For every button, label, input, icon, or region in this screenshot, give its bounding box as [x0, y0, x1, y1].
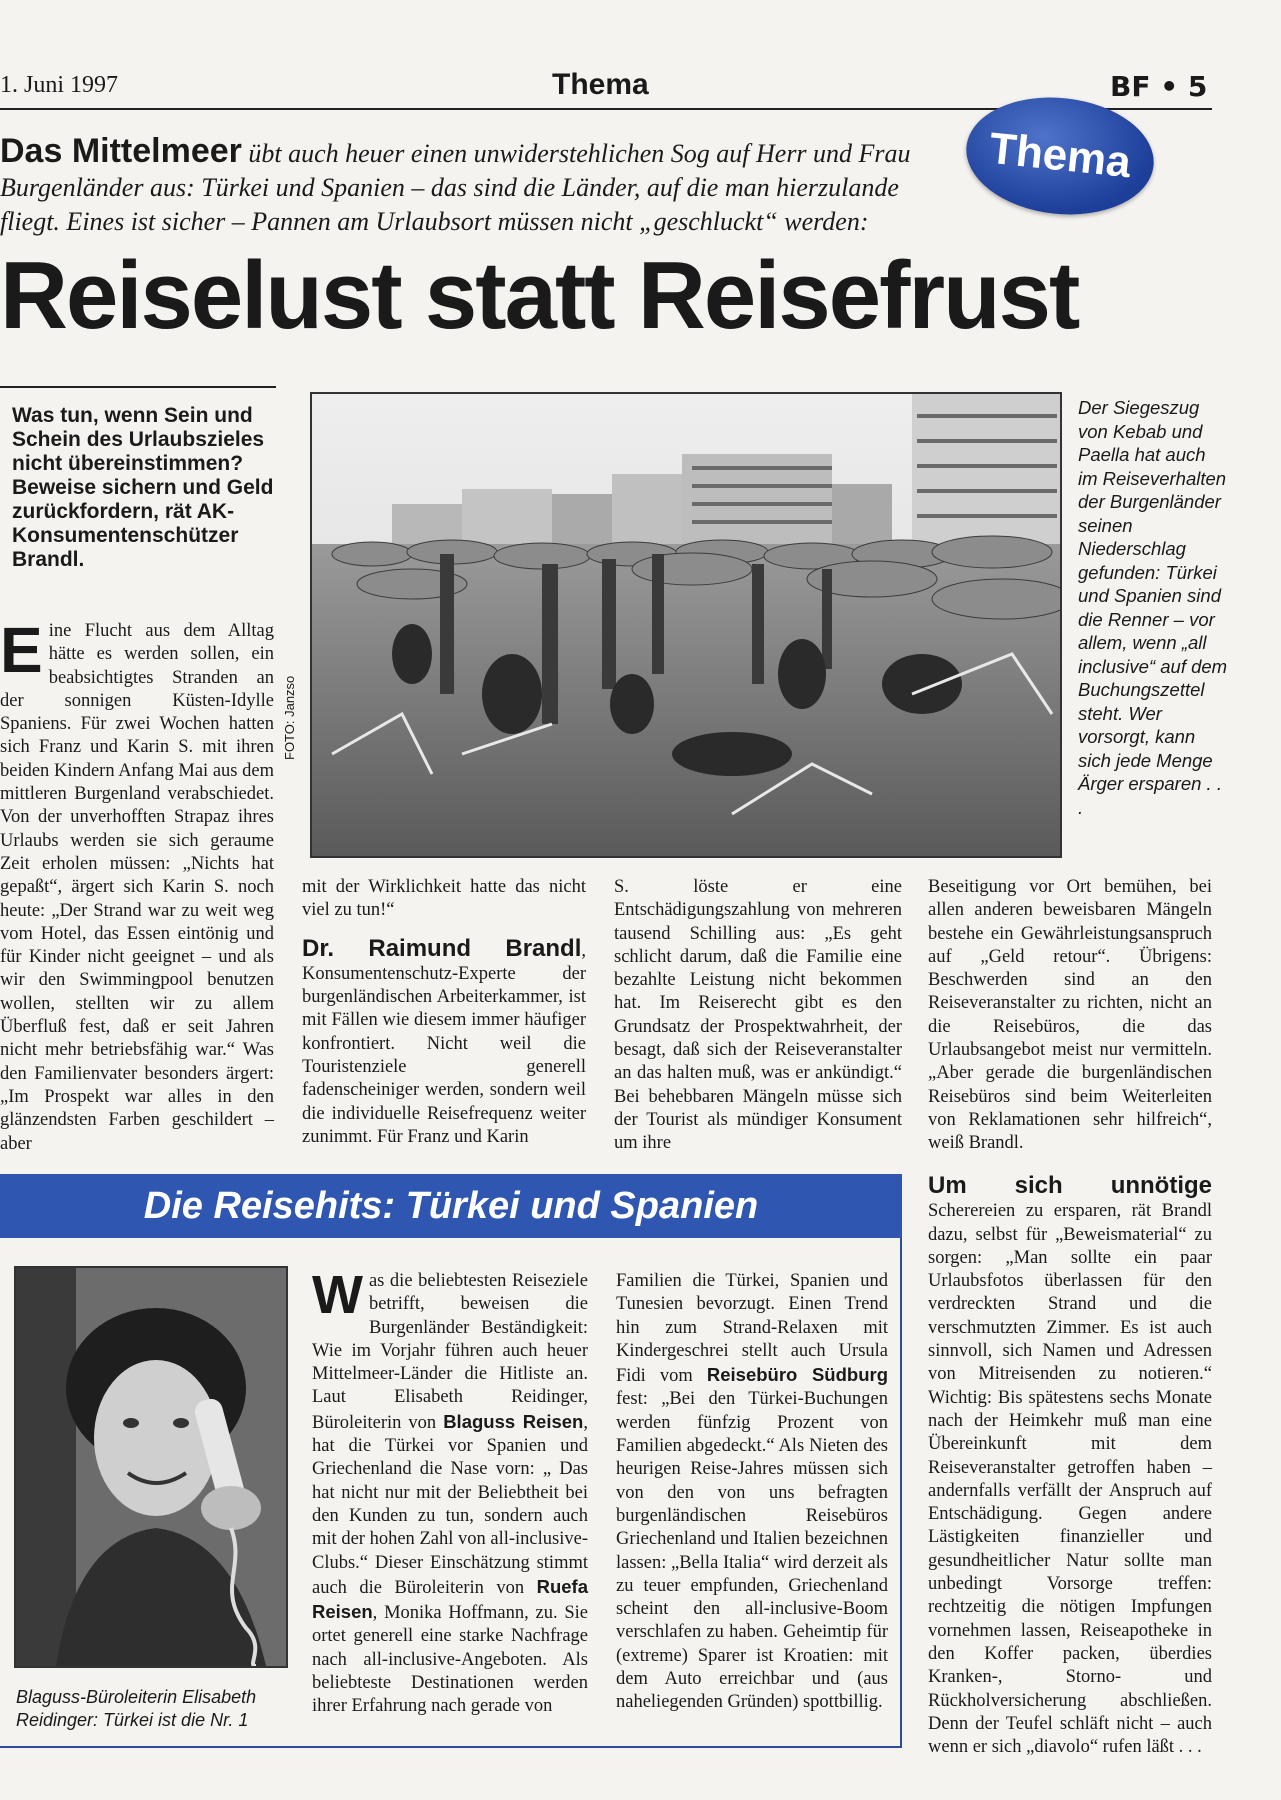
intro-text: übt auch heuer einen unwiderstehlichen Sog auf Herr und Frau Burgenländer aus: Türkei und Spanien – das sind die Länder, auf die man hierzulande fliegt. Eines ist sicher – Pannen am Urlaubsort müssen nicht „geschluckt“ werden:	[0, 139, 911, 236]
article-column-4b	[928, 1174, 1212, 1759]
headline-rule	[0, 386, 276, 388]
page-number: BF • 5	[1110, 70, 1208, 103]
article-paragraph: , Konsumentenschutz-Experte der burgenländischen Arbeiterkammer, ist mit Fällen wie diesem immer häufiger konfrontiert. Nicht weil die Touristenziele generell fadenscheiniger werden, sondern weil die individuelle Reisefrequenz weiter zunimmt. Für Franz und Karin	[302, 940, 586, 1147]
section-title: Thema	[552, 68, 649, 101]
box-title: Die Reisehits: Türkei und Spanien	[0, 1174, 902, 1238]
headline: Reiselust statt Reisefrust	[0, 242, 1079, 349]
box-column-1	[312, 1265, 588, 1719]
article-paragraph: ine Flucht aus dem Alltag hätte es werden sollen, ein beabsichtigtes Stranden an der sonnigen Küsten-Idylle Spaniens. Für zwei Wochen hatten sich Franz und Karin S. mit ihren beiden Kindern Anfang Mai aus dem mittleren Burgenland verabschiedet. Von der unverhofften Strapaz ihres Urlaubs werden sie sich geraume Zeit erholen müssen: „Nichts hat gepaßt“, ärgert sich Karin S. noch heute: „Der Strand war zu weit weg vom Hotel, das Essen eintönig und für Kinder nicht geeignet – und als wir den Swimmingpool benutzen wollen, stellten wir zu allem Überfluß fest, daß er seit Jahren nicht mehr betriebsfähig war.“ Was den Familienvater besonders ärgert: „Im Prospekt war alles in den glänzendsten Farben geschildert – aber	[0, 621, 274, 1154]
agency-name: Ruefa Reisen	[312, 1575, 588, 1623]
issue-date: 1. Juni 1997	[0, 72, 119, 98]
photo-credit: FOTO: Janzso	[282, 675, 297, 760]
article-column-3	[614, 876, 902, 1156]
portrait-photo	[14, 1266, 288, 1668]
article-column-4	[928, 876, 1212, 1156]
agency-name: Blaguss Reisen	[443, 1410, 584, 1432]
article-paragraph: mit der Wirklichkeit hatte das nicht viel zu tun!“	[302, 877, 586, 921]
article-paragraph: Beseitigung vor Ort bemühen, bei allen anderen beweisbaren Mängeln bestehe ein Gewährleistungsanspruch auf „Geld retour“. Übrigens: Beschwerden sind an den Reiseveranstalter zu richten, nicht an die Reisebüros, die das Urlaubsangebot meist nur vermitteln. „Aber gerade die burgenländischen Reisebüros sind beim Weiterleiten von Reklamationen sehr hilfreich“, weiß Brandl.	[928, 877, 1212, 1154]
dropcap: W	[312, 1265, 363, 1325]
intro-kicker	[0, 134, 960, 239]
portrait-caption: Blaguss-Büroleiterin Elisabeth Reidinger: Türkei ist die Nr. 1	[16, 1687, 257, 1730]
portrait-image	[16, 1268, 286, 1666]
article-paragraph: S. löste er eine Entschädigungszahlung von mehreren tausend Schilling aus: „Es geht schlicht darum, daß die Familie eine bezahlte Leistung nicht bekommen hat. Im Reiserecht gibt es den Grundsatz der Prospektwahrheit, der besagt, daß sich der Reiseveranstalter an das halten muß, was er ankündigt.“ Bei behebbaren Mängeln müsse sich der Tourist als mündiger Konsument um ihre	[614, 877, 902, 1154]
article-paragraph: Scherereien zu ersparen, rät Brandl dazu, selbst für „Beweismaterial“ zu sorgen: „Man sollte ein paar Urlaubsfotos überlassen für den verdreckten Strand und die verschmutzten Zimmer. Es ist auch sinnvoll, sich Namen und Adressen von Mitreisenden zu notieren.“ Wichtig: Bis spätestens sechs Monate nach der Heimkehr muß man eine Übereinkunft mit dem Reiseveranstalter getroffen haben – andernfalls verfällt der Anspruch auf Entschädigung. Gegen andere Lästigkeiten finanzieller und gesundheitlicher Natur sollte man unbedingt Vorsorge treffen: rechtzeitig die nötigen Impfungen vornehmen lassen, Reiseapotheke in den Koffer packen, überdies Kranken-, Storno- und Rückholversicherung abschließen. Denn der Teufel schläft nicht – auch wenn er sich „diavolo“ rufen läßt . . .	[928, 1201, 1212, 1758]
box-text: fest: „Bei den Türkei-Buchungen werden fünfzig Prozent von Familien abgedeckt.“ Als Nieten des heurigen Reise-Jahres müssen sich von den von uns befragten burgenländischen Reisebüros Griechenland und Italien bezeichnen lassen: „Bella Italia“ wird derzeit als zu teuer empfunden, Griechenland scheint den all-inclusive-Boom verschlafen zu haben. Geheimtip für (extreme) Sparer ist Kroatien: mit dem Auto erreichbar und (aus naheliegenden Gründen) spottbillig.	[616, 1389, 888, 1713]
run-in-name: Dr. Raimund Brandl	[302, 934, 582, 962]
beach-photo-image	[312, 394, 1060, 856]
box-text: , Monika Hoffmann, zu. Sie ortet generell eine starke Nachfrage nach all-inclusive-Angeboten. Als beliebteste Destinationen werden ihrer Erfahrung nach gerade von	[312, 1603, 588, 1717]
dropcap: E	[0, 614, 43, 686]
box-column-2	[616, 1270, 888, 1715]
photo-caption: Der Siegeszug von Kebab und Paella hat auch im Reiseverhalten der Burgenländer seinen Niederschlag gefunden: Türkei und Spanien sind die Renner – vor allem, wenn „all inclusive“ auf dem Buchungszettel steht. Wer vorsorgt, kann sich jede Menge Ärger ersparen . . .	[1078, 397, 1228, 818]
article-column-2	[302, 876, 586, 1149]
lead-question: Was tun, wenn Sein und Schein des Urlaubszieles nicht übereinstimmen? Beweise sichern und Geld zurückfordern, rät AK-Konsumentenschützer Brandl.	[12, 404, 274, 571]
run-in-heading: Um sich unnötige	[928, 1172, 1212, 1199]
intro-lead: Das Mittelmeer	[0, 132, 242, 170]
box-text: as die beliebtesten Reiseziele betrifft, beweisen die Burgenländer Beständigkeit: Wie im Vorjahr führen auch heuer Mittelmeer-Länder die Hitliste an. Laut Elisabeth Reidinger, Büroleiterin von	[312, 1271, 588, 1433]
thema-badge-label: Thema	[986, 123, 1134, 188]
beach-photo	[310, 392, 1062, 858]
box-text: , hat die Türkei vor Spanien und Griechenland die Nase vorn: „ Das hat nicht nur mit der Beliebtheit bei den Kunden zu tun, sondern auch mit der hohen Zahl von all-inclusive-Clubs.“ Dieser Einschätzung stimmt auch die Büroleiterin von	[312, 1412, 588, 1598]
box-text: Familien die Türkei, Spanien und Tunesien bevorzugt. Einen Trend hin zum Strand-Relaxen mit Kindergeschrei stellt auch Ursula Fidi vom	[616, 1271, 888, 1387]
agency-name: Reisebüro Südburg	[706, 1364, 888, 1386]
article-column-1	[0, 614, 274, 1156]
